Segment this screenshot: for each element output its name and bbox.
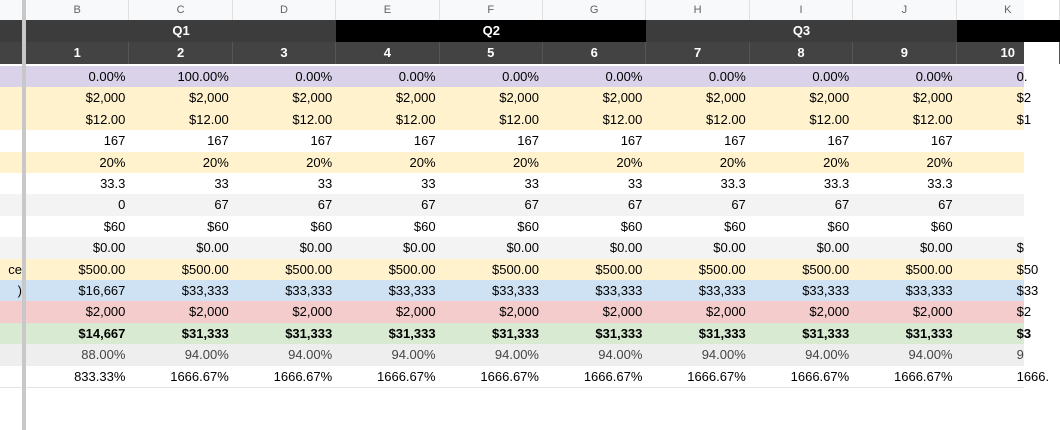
table-cell[interactable]: 33 bbox=[524, 176, 539, 191]
table-cell[interactable]: 67 bbox=[938, 197, 953, 213]
quarter-header-row bbox=[0, 20, 1024, 42]
table-cell[interactable]: 1666.67% bbox=[480, 368, 539, 384]
table-cell[interactable]: 67 bbox=[524, 197, 539, 213]
table-row bbox=[0, 216, 1024, 238]
table-cell[interactable]: $60 bbox=[620, 218, 643, 234]
table-cell[interactable]: $2,000 bbox=[395, 304, 436, 320]
table-cell[interactable]: 20% bbox=[512, 154, 539, 170]
month-header-cell[interactable]: 8 bbox=[750, 42, 853, 64]
table-cell[interactable]: 0.00% bbox=[915, 69, 953, 84]
month-header-cell[interactable]: 4 bbox=[336, 42, 439, 64]
table-cell[interactable]: 33.3 bbox=[720, 176, 746, 191]
table-cell[interactable]: $0.00 bbox=[506, 240, 539, 256]
table-cell[interactable]: $2,000 bbox=[292, 304, 333, 320]
table-cell[interactable]: $2,000 bbox=[189, 90, 229, 106]
table-cell[interactable] bbox=[957, 152, 1060, 173]
table-cell[interactable]: 33 bbox=[627, 176, 643, 191]
table-cell[interactable]: 167 bbox=[827, 133, 850, 149]
column-header-h[interactable]: H bbox=[646, 0, 749, 20]
table-cell[interactable]: $0.00 bbox=[92, 240, 126, 256]
table-cell[interactable]: 20% bbox=[409, 154, 436, 170]
table-cell[interactable]: $31,333 bbox=[595, 325, 643, 341]
table-cell[interactable]: $60 bbox=[413, 218, 436, 234]
table-cell[interactable]: $0.00 bbox=[299, 240, 333, 256]
table-cell[interactable]: 94.00% bbox=[701, 347, 746, 363]
table-cell[interactable]: $2,000 bbox=[809, 304, 850, 320]
table-cell[interactable]: 167 bbox=[930, 133, 953, 149]
month-header-cell[interactable]: 1 bbox=[26, 42, 129, 64]
table-cell[interactable] bbox=[957, 173, 1060, 194]
table-cell[interactable]: 33 bbox=[317, 176, 333, 191]
table-cell[interactable]: 1666. bbox=[1016, 368, 1050, 384]
table-cell[interactable]: $60 bbox=[930, 218, 953, 234]
table-cell[interactable]: $12.00 bbox=[809, 111, 850, 127]
table-cell[interactable]: 100.00% bbox=[177, 69, 229, 84]
table-cell[interactable]: 0.00% bbox=[502, 69, 539, 84]
table-row bbox=[0, 323, 1032, 345]
table-cell[interactable]: 167 bbox=[517, 133, 539, 149]
table-cell[interactable]: $12.00 bbox=[85, 111, 126, 127]
table-cell[interactable]: $33,333 bbox=[181, 283, 229, 298]
column-header-g[interactable]: G bbox=[543, 0, 646, 20]
table-row bbox=[0, 87, 1032, 109]
table-cell[interactable]: 94.00% bbox=[494, 347, 539, 363]
table-cell[interactable]: $0.00 bbox=[609, 240, 643, 256]
table-cell[interactable]: $3 bbox=[1016, 325, 1032, 341]
table-cell[interactable]: $33,333 bbox=[905, 283, 953, 298]
table-cell[interactable]: $0.00 bbox=[713, 240, 746, 256]
table-cell[interactable]: $12.00 bbox=[912, 111, 953, 127]
table-cell[interactable]: 33 bbox=[421, 176, 436, 191]
table-cell[interactable]: 20% bbox=[823, 154, 850, 170]
month-header-cell[interactable]: 5 bbox=[440, 42, 543, 64]
table-cell[interactable]: $60 bbox=[103, 218, 126, 234]
table-cell[interactable]: 94.00% bbox=[598, 347, 643, 363]
table-cell[interactable]: 67 bbox=[317, 197, 333, 213]
table-cell[interactable]: 1666.67% bbox=[790, 368, 850, 384]
table-cell[interactable]: 1666.67% bbox=[273, 368, 333, 384]
month-header-cell[interactable]: 10 bbox=[957, 42, 1060, 64]
table-cell[interactable]: $500.00 bbox=[181, 261, 229, 277]
table-cell[interactable]: $500.00 bbox=[802, 261, 850, 277]
month-header-cell[interactable]: 9 bbox=[853, 42, 956, 64]
table-row bbox=[0, 344, 1024, 366]
table-cell[interactable]: 33 bbox=[214, 176, 229, 191]
quarter-header-cell[interactable] bbox=[957, 20, 1060, 42]
table-cell[interactable]: $500.00 bbox=[491, 261, 539, 277]
table-cell[interactable]: $31,333 bbox=[181, 325, 229, 341]
table-cell[interactable]: $2,000 bbox=[499, 90, 539, 106]
table-cell[interactable]: 167 bbox=[724, 133, 746, 149]
table-cell[interactable]: 167 bbox=[103, 133, 126, 149]
table-cell[interactable]: 167 bbox=[620, 133, 643, 149]
table-cell[interactable]: $2,000 bbox=[602, 304, 643, 320]
table-cell[interactable]: 0.00% bbox=[295, 69, 333, 84]
month-header-cell[interactable]: 2 bbox=[129, 42, 232, 64]
table-cell[interactable]: $1 bbox=[1016, 111, 1032, 127]
table-cell[interactable]: $60 bbox=[517, 218, 539, 234]
table-cell[interactable]: 167 bbox=[413, 133, 436, 149]
table-cell[interactable]: $500.00 bbox=[698, 261, 746, 277]
table-cell[interactable]: $33,333 bbox=[595, 283, 643, 298]
table-cell[interactable]: 167 bbox=[310, 133, 333, 149]
table-cell[interactable]: 1666.67% bbox=[687, 368, 746, 384]
table-cell[interactable]: $2 bbox=[1016, 90, 1032, 106]
table-cell[interactable]: $ bbox=[1016, 240, 1024, 256]
table-cell[interactable]: $0.00 bbox=[196, 240, 229, 256]
table-cell[interactable]: 67 bbox=[731, 197, 746, 213]
table-cell[interactable]: $31,333 bbox=[698, 325, 746, 341]
table-cell[interactable]: $12.00 bbox=[395, 111, 436, 127]
table-cell[interactable]: $2,000 bbox=[395, 90, 436, 106]
table-cell[interactable]: $12.00 bbox=[602, 111, 643, 127]
table-cell[interactable]: $2,000 bbox=[85, 90, 126, 106]
table-cell[interactable]: $500.00 bbox=[905, 261, 953, 277]
table-cell[interactable]: $2,000 bbox=[706, 90, 746, 106]
table-cell[interactable]: 33.3 bbox=[100, 176, 126, 191]
table-cell[interactable]: $31,333 bbox=[491, 325, 539, 341]
table-cell[interactable]: 94.00% bbox=[288, 347, 333, 363]
table-cell[interactable]: 0.00% bbox=[88, 69, 126, 84]
table-row bbox=[0, 109, 1032, 131]
table-cell[interactable]: 1666.67% bbox=[170, 368, 229, 384]
table-cell[interactable]: $0.00 bbox=[816, 240, 850, 256]
table-cell[interactable]: 1666.67% bbox=[583, 368, 643, 384]
column-header-d[interactable]: D bbox=[233, 0, 336, 20]
table-cell[interactable] bbox=[957, 130, 1060, 151]
table-cell[interactable]: $500.00 bbox=[285, 261, 333, 277]
table-cell[interactable]: $500.00 bbox=[595, 261, 643, 277]
table-row bbox=[0, 259, 1039, 281]
table-cell[interactable]: 94.00% bbox=[805, 347, 850, 363]
table-cell[interactable]: 0.00% bbox=[812, 69, 850, 84]
table-cell[interactable]: $33,333 bbox=[802, 283, 850, 298]
month-header-cell[interactable]: 3 bbox=[233, 42, 336, 64]
table-cell[interactable]: $12.00 bbox=[499, 111, 539, 127]
column-header-e[interactable]: E bbox=[336, 0, 439, 20]
table-row bbox=[0, 237, 1024, 259]
quarter-header-cell[interactable]: Q1 bbox=[26, 20, 336, 42]
table-cell[interactable]: 33.3 bbox=[823, 176, 850, 191]
table-cell[interactable]: $12.00 bbox=[706, 111, 746, 127]
table-cell[interactable]: 0.00% bbox=[708, 69, 746, 84]
row-label-cell[interactable]: ce bbox=[8, 261, 22, 277]
column-header-k[interactable]: K bbox=[957, 0, 1060, 20]
table-cell[interactable]: $12.00 bbox=[292, 111, 333, 127]
table-cell[interactable] bbox=[957, 194, 1060, 215]
month-number-row bbox=[0, 42, 1024, 64]
table-cell[interactable]: $60 bbox=[827, 218, 850, 234]
table-cell[interactable]: 88.00% bbox=[81, 347, 126, 363]
table-cell[interactable]: 0 bbox=[118, 197, 126, 213]
column-header-row bbox=[0, 0, 1024, 21]
table-cell[interactable]: $31,333 bbox=[285, 325, 333, 341]
table-cell[interactable]: 20% bbox=[616, 154, 643, 170]
table-cell[interactable]: $2,000 bbox=[292, 90, 333, 106]
table-cell[interactable]: $33,333 bbox=[388, 283, 436, 298]
table-row bbox=[0, 301, 1032, 323]
table-cell[interactable]: $0.00 bbox=[920, 240, 953, 256]
table-cell[interactable]: $31,333 bbox=[905, 325, 953, 341]
table-cell[interactable]: $31,333 bbox=[802, 325, 850, 341]
column-header-i[interactable]: I bbox=[750, 0, 853, 20]
table-cell[interactable]: 20% bbox=[99, 154, 126, 170]
column-header-j[interactable]: J bbox=[853, 0, 956, 20]
table-row bbox=[0, 66, 1028, 88]
table-cell[interactable]: $500.00 bbox=[388, 261, 436, 277]
table-row bbox=[0, 173, 1024, 195]
month-header-cell[interactable]: 6 bbox=[543, 42, 646, 64]
table-cell[interactable]: 67 bbox=[627, 197, 643, 213]
table-cell[interactable]: 94.00% bbox=[184, 347, 229, 363]
table-cell[interactable]: 20% bbox=[306, 154, 333, 170]
table-cell[interactable]: 833.33% bbox=[74, 368, 126, 384]
column-header-c[interactable]: C bbox=[129, 0, 232, 20]
table-cell[interactable]: 1666.67% bbox=[377, 368, 436, 384]
table-cell[interactable]: 0. bbox=[1016, 69, 1028, 84]
table-cell[interactable]: $2 bbox=[1016, 304, 1032, 320]
table-cell[interactable]: $33,333 bbox=[285, 283, 333, 298]
table-row bbox=[0, 280, 1039, 302]
table-cell[interactable]: 67 bbox=[834, 197, 850, 213]
table-cell[interactable]: $500.00 bbox=[78, 261, 126, 277]
table-cell[interactable]: $2,000 bbox=[912, 304, 953, 320]
table-cell[interactable]: $14,667 bbox=[78, 325, 126, 341]
table-cell[interactable]: 0.00% bbox=[398, 69, 436, 84]
table-cell[interactable]: 20% bbox=[202, 154, 229, 170]
table-cell[interactable]: 67 bbox=[214, 197, 229, 213]
table-cell[interactable] bbox=[957, 216, 1060, 237]
table-cell[interactable]: 20% bbox=[719, 154, 746, 170]
table-cell[interactable]: $33,333 bbox=[698, 283, 746, 298]
table-cell[interactable]: $2,000 bbox=[189, 304, 229, 320]
row-label-cell[interactable]: ) bbox=[17, 283, 22, 298]
column-header-f[interactable]: F bbox=[440, 0, 543, 20]
table-cell[interactable]: $12.00 bbox=[189, 111, 229, 127]
table-cell[interactable]: $31,333 bbox=[388, 325, 436, 341]
table-cell[interactable]: 1666.67% bbox=[894, 368, 953, 384]
table-cell[interactable]: 20% bbox=[926, 154, 953, 170]
month-header-cell[interactable]: 7 bbox=[646, 42, 749, 64]
table-cell[interactable]: 94.00% bbox=[391, 347, 436, 363]
table-cell[interactable]: $2,000 bbox=[809, 90, 850, 106]
table-cell[interactable]: $2,000 bbox=[602, 90, 643, 106]
quarter-header-cell[interactable]: Q2 bbox=[336, 20, 646, 42]
table-cell[interactable]: $60 bbox=[724, 218, 746, 234]
table-cell[interactable]: 167 bbox=[207, 133, 229, 149]
table-cell[interactable]: 9 bbox=[1016, 347, 1024, 363]
table-row bbox=[0, 366, 1050, 388]
table-row bbox=[0, 130, 1024, 152]
table-cell[interactable]: $0.00 bbox=[403, 240, 436, 256]
table-cell[interactable]: $60 bbox=[310, 218, 333, 234]
table-cell[interactable]: 67 bbox=[421, 197, 436, 213]
frozen-column-divider[interactable] bbox=[0, 0, 26, 430]
table-cell[interactable]: $2,000 bbox=[706, 304, 746, 320]
table-cell[interactable]: 0.00% bbox=[605, 69, 643, 84]
table-cell[interactable]: 94.00% bbox=[908, 347, 953, 363]
table-cell[interactable]: $2,000 bbox=[499, 304, 539, 320]
table-row bbox=[0, 152, 1024, 174]
table-cell[interactable]: $2,000 bbox=[85, 304, 126, 320]
table-cell[interactable]: $33 bbox=[1016, 283, 1039, 298]
table-row bbox=[0, 194, 1024, 216]
table-cell[interactable]: $2,000 bbox=[912, 90, 953, 106]
table-cell[interactable]: $33,333 bbox=[491, 283, 539, 298]
table-cell[interactable]: $16,667 bbox=[78, 283, 126, 298]
quarter-header-cell[interactable]: Q3 bbox=[646, 20, 956, 42]
column-header-b[interactable]: B bbox=[26, 0, 129, 20]
table-cell[interactable]: 33.3 bbox=[927, 176, 953, 191]
table-cell[interactable]: $60 bbox=[207, 218, 229, 234]
table-cell[interactable]: $50 bbox=[1016, 261, 1039, 277]
